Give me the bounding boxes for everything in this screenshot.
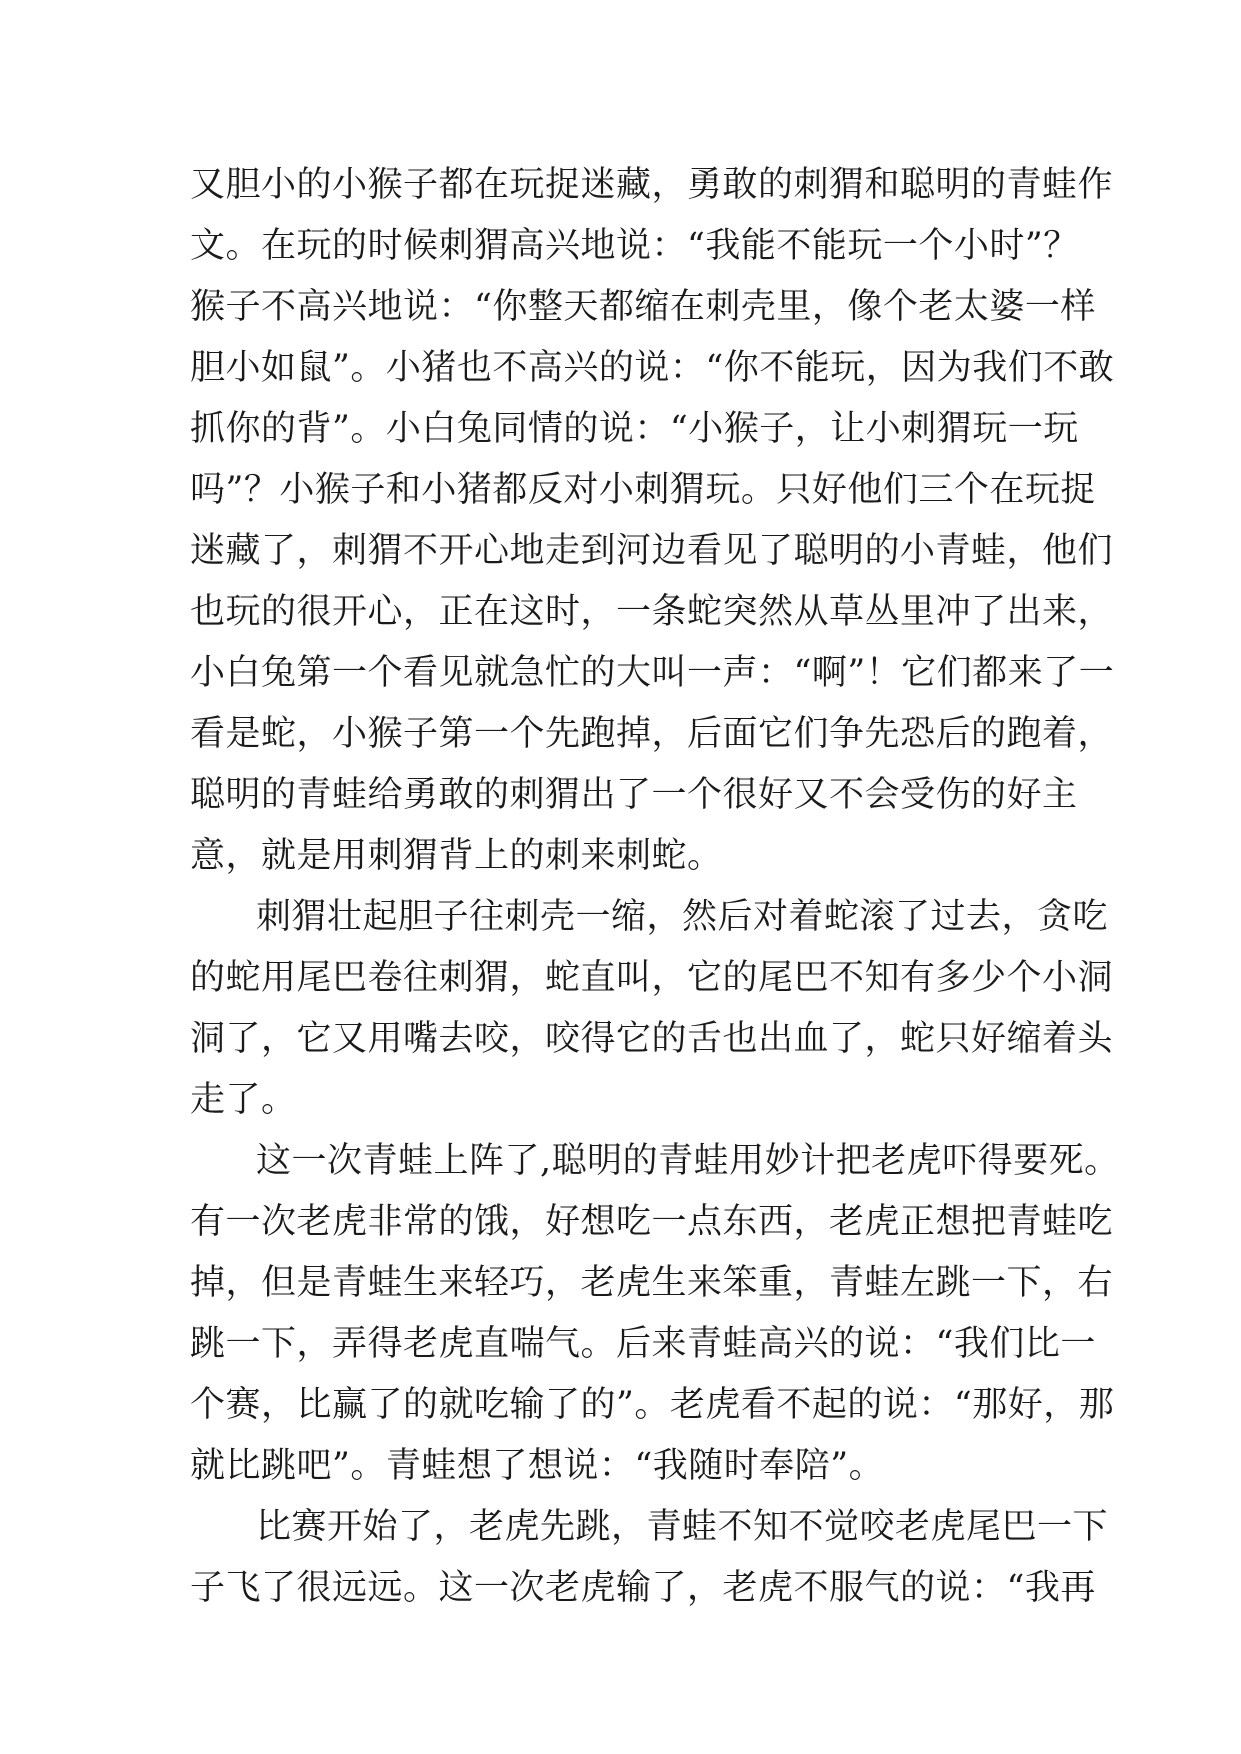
body-text: [190, 155, 1120, 1619]
text-line: 子飞了很远远。这一次老虎输了，老虎不服气的说：“我再: [190, 1568, 1096, 1608]
text-line: 猴子不高兴地说：“你整天都缩在刺壳里，像个老太婆一样: [190, 287, 1096, 327]
text-line: 意，就是用刺猬背上的刺来刺蛇。: [190, 836, 723, 876]
text-line: 掉，但是青蛙生来轻巧，老虎生来笨重，青蛙左跳一下，右: [190, 1263, 1114, 1303]
paragraph-2: [190, 887, 1114, 1131]
text-line: 胆小如鼠”。小猪也不高兴的说：“你不能玩，因为我们不敢: [190, 348, 1115, 388]
text-line: 小白兔第一个看见就急忙的大叫一声：“啊”！它们都来了一: [190, 653, 1115, 693]
text-line: 迷藏了，刺猬不开心地走到河边看见了聪明的小青蛙，他们: [190, 531, 1114, 571]
text-line: 刺猬壮起胆子往刺壳一缩，然后对着蛇滚了过去，贪吃: [256, 897, 1109, 937]
text-line: 又胆小的小猴子都在玩捉迷藏，勇敢的刺猬和聪明的青蛙作: [190, 165, 1114, 205]
text-line: 洞了，它又用嘴去咬，咬得它的舌也出血了，蛇只好缩着头: [190, 1019, 1114, 1059]
text-line: 有一次老虎非常的饿，好想吃一点东西，老虎正想把青蛙吃: [190, 1202, 1114, 1242]
text-line: 跳一下，弄得老虎直喘气。后来青蛙高兴的说：“我们比一: [190, 1324, 1096, 1364]
text-line: 的蛇用尾巴卷往刺猬，蛇直叫，它的尾巴不知有多少个小洞: [190, 958, 1114, 998]
paragraph-3: [190, 1131, 1120, 1497]
paragraph-4: [190, 1497, 1109, 1619]
text-line: 看是蛇，小猴子第一个先跑掉，后面它们争先恐后的跑着，: [190, 714, 1114, 754]
text-line: 个赛，比赢了的就吃输了的”。老虎看不起的说：“那好，那: [190, 1385, 1115, 1425]
text-line: 聪明的青蛙给勇敢的刺猬出了一个很好又不会受伤的好主: [190, 775, 1078, 815]
text-line: 抓你的背”。小白兔同情的说：“小猴子，让小刺猬玩一玩: [190, 409, 1079, 449]
text-line: 文。在玩的时候刺猬高兴地说：“我能不能玩一个小时”？: [190, 226, 1079, 266]
text-line: 走了。: [190, 1080, 297, 1120]
text-line: 比赛开始了，老虎先跳，青蛙不知不觉咬老虎尾巴一下: [256, 1507, 1109, 1547]
text-line: 吗”？小猴子和小猪都反对小刺猬玩。只好他们三个在玩捉: [190, 470, 1096, 510]
text-line: 也玩的很开心，正在这时，一条蛇突然从草丛里冲了出来，: [190, 592, 1114, 632]
text-line: 这一次青蛙上阵了,聪明的青蛙用妙计把老虎吓得要死。: [256, 1141, 1120, 1181]
paragraph-1: [190, 155, 1115, 887]
text-line: 就比跳吧”。青蛙想了想说：“我随时奉陪”。: [190, 1446, 885, 1486]
